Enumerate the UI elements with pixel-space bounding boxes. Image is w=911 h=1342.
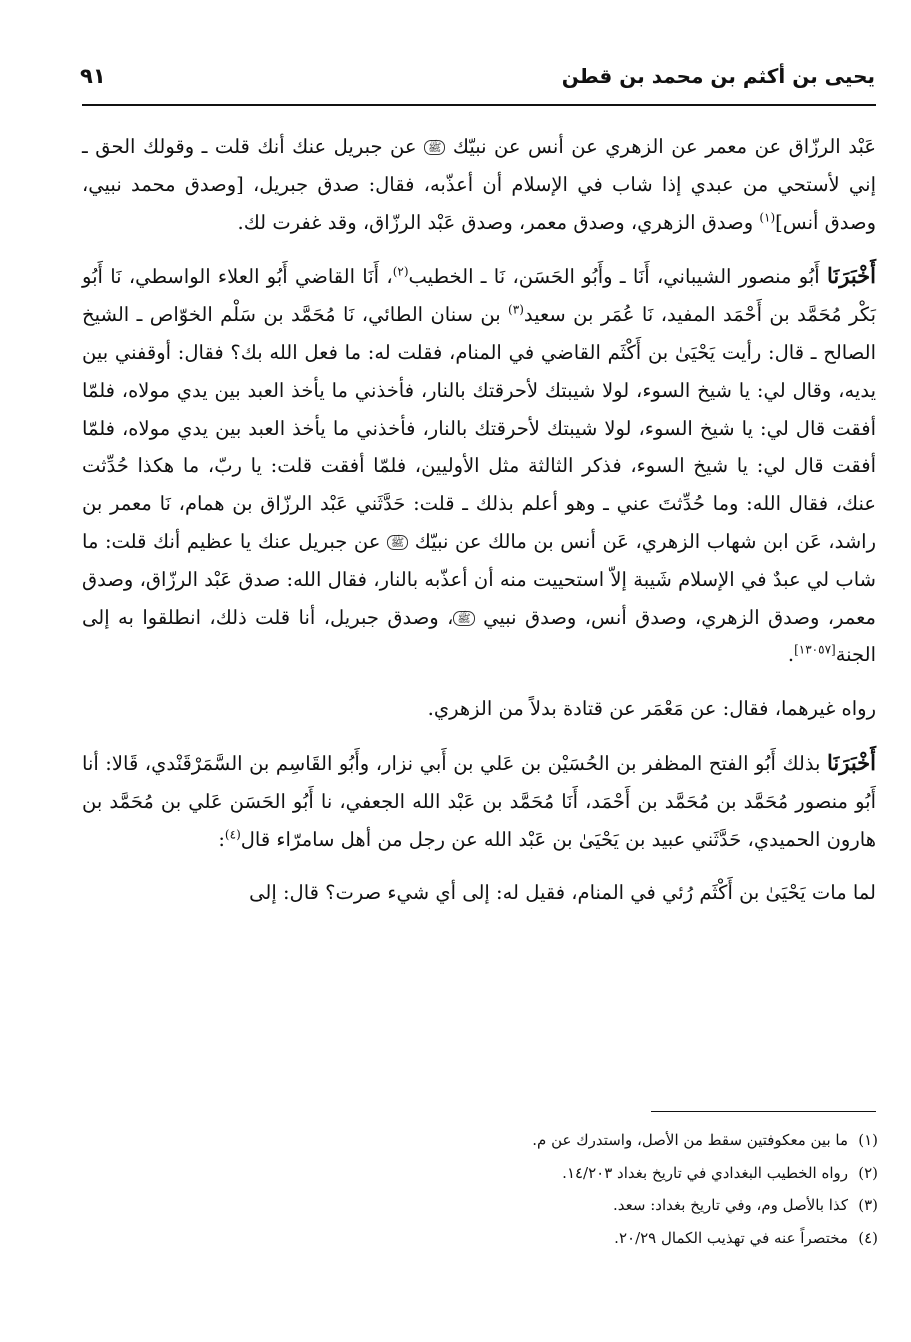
footnote-marker-4: (٤): [224, 827, 241, 842]
running-title: يحيى بن أكثم بن محمد بن قطن: [561, 64, 875, 88]
paragraph-5: لما مات يَحْيَىٰ بن أَكْثَم رُئي في المنام، فقيل له: إلى أي شيء صرت؟ قال: إلى: [249, 881, 876, 905]
footnote-number: (٤): [858, 1228, 878, 1247]
paragraph-2: [82, 257, 876, 674]
footnote-text: مختصراً عنه في تهذيب الكمال ٢٠/٢٩.: [614, 1228, 848, 1247]
salawat-symbol: ﷺ: [453, 611, 474, 626]
header-divider: [82, 104, 876, 106]
footnote-divider: [651, 1111, 876, 1112]
p2-text-a: أَبُو منصور الشيباني، أَنَا ـ وأَبُو الحَسَن، نَا ـ الخطيب: [408, 265, 827, 289]
p4-text-b: :: [218, 827, 225, 851]
p2-text-b: ، أَنَا القاضي أَبُو العلاء الواسطي، نَا أَبُو بَكْر مُحَمَّد بن أَحْمَد المفيد، نَا عُمَر بن سعيد: [82, 265, 876, 327]
page-number: ٩١: [80, 64, 106, 88]
salawat-symbol: ﷺ: [387, 535, 408, 550]
footnote-marker-3: (٣): [508, 302, 524, 317]
footnote-item: [82, 1124, 878, 1157]
p2-text-f: .: [787, 643, 795, 667]
p2-text-c: بن سنان الطائي، نَا مُحَمَّد بن سَلْم الخوّاص ـ الشيخ الصالح ـ قال: رأيت يَحْيَىٰ بن أَكْثَم القاضي في المنام، فقلت له: ما فعل الله بك؟ فقال: أوقفني بين يديه، وقال لي: يا شيخ السوء، لولا شيبتك لأحرقتك بالنار، فأخذني ما يأخذ العبد بين يدي مولاه، فلمّا أفقت قال لي: يا شيخ السوء، لولا شيبتك لأحرقتك بالنار، فأخذني ما يأخذ العبد بين يدي مولاه، فلمّا أفقت قال لي: يا شيخ السوء، فذكر الثالثة مثل الأوليين، فلمّا أفقت قلت: يا ربّ، ما هكذا حُدِّثت عنك، فقال الله: وما حُدِّثتَ عني ـ وهو أعلم بذلك ـ قلت: حَدَّثَني عَبْد الرزّاق بن همام، نَا معمر بن راشد، عَن ابن شهاب الزهري، عَن أنس بن مالك عن نبيّك: [82, 303, 876, 553]
footnote-text: ما بين معكوفتين سقط من الأصل، واستدرك عن م.: [532, 1131, 848, 1149]
footnote-text: كذا بالأصل وم، وفي تاريخ بغداد: سعد.: [613, 1196, 848, 1214]
paragraph-1: [82, 128, 876, 241]
p1-text-b: عن جبريل عنك أنك قلت ـ وقولك الحق ـ إني لأستحي من عبدي إذا شاب في الإسلام أن أعذّبه، فقال: صدق جبريل، [وصدق محمد نبيي، وصدق أنس]: [82, 135, 876, 234]
salawat-symbol: ﷺ: [424, 140, 445, 155]
p4-text-a: بذلك أَبُو الفتح المظفر بن الحُسَيْن بن عَلي بن أَبي نزار، وأَبُو القَاسِم بن السَّمَرْقَنْدي، قَالا: أنا أَبُو منصور مُحَمَّد بن مُحَمَّد بن أَحْمَد، أَنَا مُحَمَّد بن عَبْد الله الجعفي، نا أَبُو الحَسَن عَلي بن مُحَمَّد بن هارون الحميدي، حَدَّثَني عبيد بن يَحْيَىٰ بن عَبْد الله عن رجل من أهل سامرّاء قال: [82, 751, 876, 851]
p1-text-c: وصدق الزهري، وصدق معمر، وصدق عَبْد الرزّاق، وقد غفرت لك.: [237, 210, 760, 234]
p1-text-a: عَبْد الرزّاق عن معمر عن الزهري عن أنس عن نبيّك: [445, 135, 876, 158]
footnote-item: [82, 1189, 878, 1222]
paragraph-3: رواه غيرهما، فقال: عن مَعْمَر عن قتادة بدلاً من الزهري.: [427, 697, 876, 721]
narration-lead: أَخْبَرَنَا: [827, 263, 876, 289]
page-header: [80, 58, 875, 98]
narration-lead: أَخْبَرَنَا: [827, 749, 876, 775]
footnote-number: (٢): [858, 1163, 878, 1182]
p2-text-e: ، وصدق جبريل، أنا قلت ذلك، انطلقوا به إلى الجنة: [82, 605, 876, 667]
footnote-number: (١): [858, 1131, 878, 1149]
paragraph-4: [82, 744, 876, 858]
footnote-marker-1: (١): [759, 210, 776, 225]
footnote-text: رواه الخطيب البغدادي في تاريخ بغداد ١٤/٢٠٣.: [562, 1163, 848, 1182]
main-text: [82, 128, 876, 912]
footnote-item: [82, 1157, 878, 1190]
footnote-item: [82, 1222, 878, 1255]
p2-text-d: عن جبريل عنك يا عظيم أنك قلت: ما شاب لي عبدٌ في الإسلام شَيبة إلاّ استحييت منه أن أعذّبه بالنار، فقال الله: صدق عَبْد الرزّاق، وصدق معمر، وصدق الزهري، وصدق أنس، وصدق نبيي: [82, 529, 876, 629]
footnote-number: (٣): [858, 1196, 878, 1214]
footnotes: [82, 1124, 878, 1254]
hadith-reference-number: [١٣٠٥٧]: [794, 642, 836, 657]
footnote-marker-2: (٢): [392, 264, 409, 279]
